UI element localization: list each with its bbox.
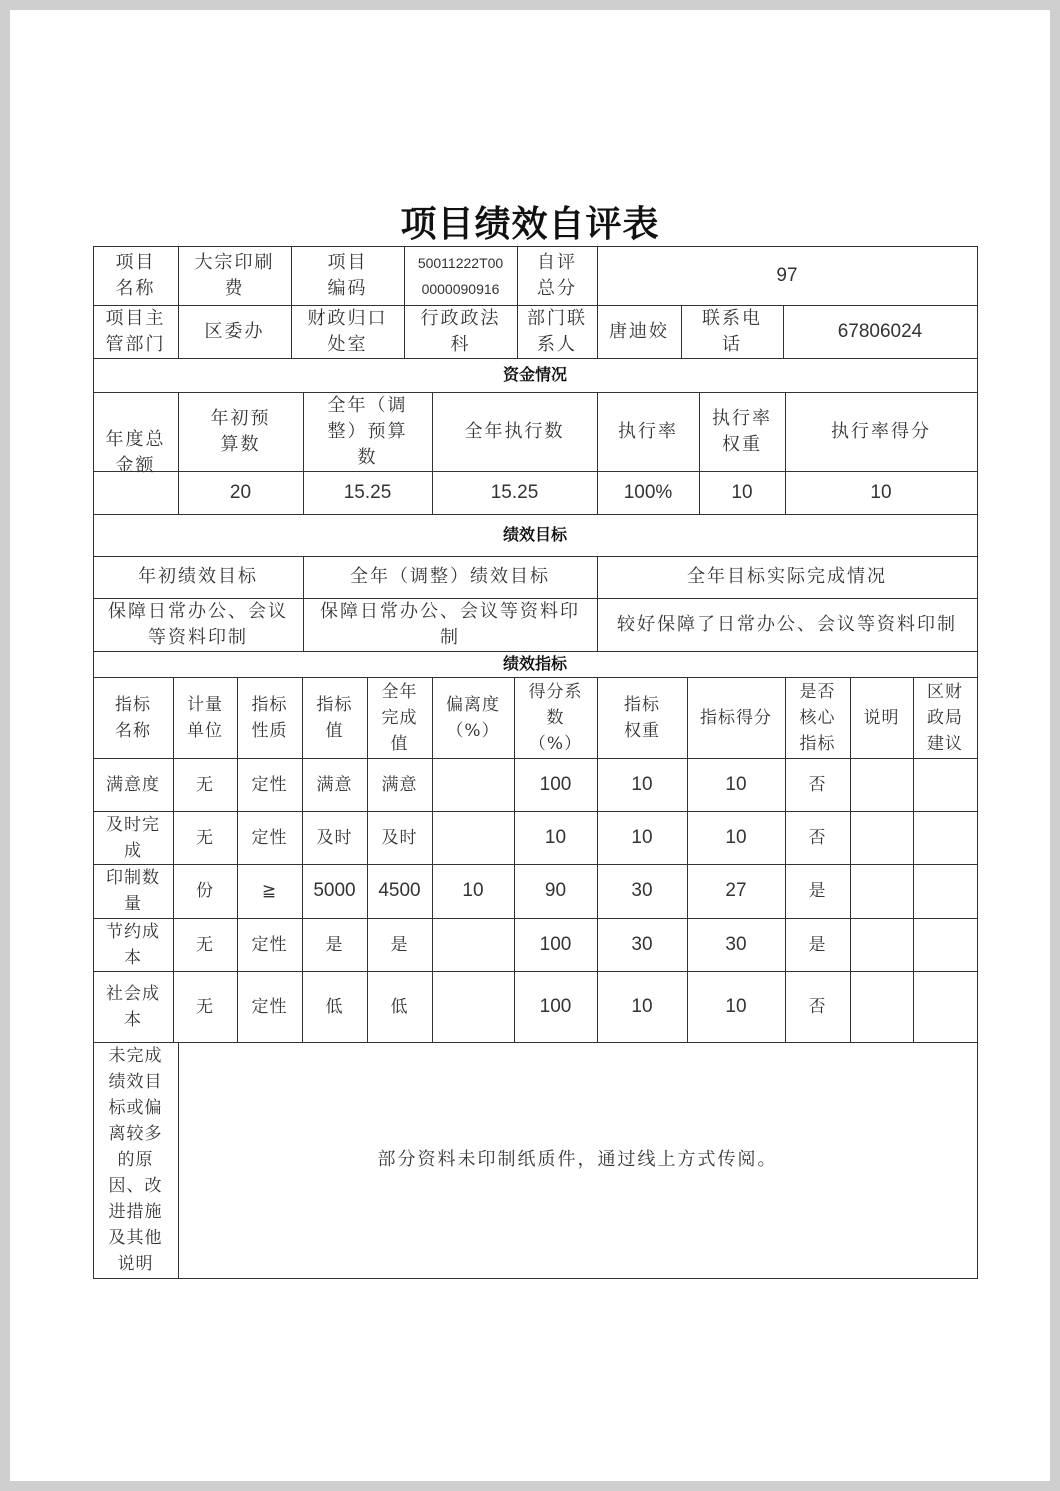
goals-section-title: 绩效目标 — [502, 525, 567, 544]
funds-header-3 — [597, 392, 699, 471]
table-rule — [977, 246, 978, 1279]
indicator-row-0-col-3: 满意 — [316, 774, 353, 795]
indicator-row-2-col-9: 是 — [808, 881, 827, 901]
goals-value-1-text: 保障日常办公、会议等资料印制 — [320, 600, 580, 648]
indicator-row-0-col-0-text: 满意度 — [106, 774, 160, 795]
indicator-row-3-col-0 — [93, 918, 173, 971]
indicator-header-5-text: 偏离度（%） — [446, 694, 500, 741]
indicator-row-3-col-7: 30 — [631, 933, 653, 955]
indicator-row-1-col-8: 10 — [725, 826, 747, 848]
indicator-row-3-col-9: 是 — [808, 934, 827, 955]
indicator-row-0-col-11 — [913, 758, 977, 811]
indicator-row-2-col-3: 5000 — [313, 880, 356, 901]
phone-label — [681, 305, 783, 358]
indicator-header-9 — [785, 677, 850, 758]
indicator-row-0-col-9: 否 — [808, 774, 827, 795]
indicator-header-2-text: 指标性质 — [251, 694, 288, 741]
indicator-header-10-text: 说明 — [863, 707, 900, 728]
indicator-row-4-col-0-text: 社会成本 — [106, 983, 160, 1030]
indicator-row-0-col-7: 10 — [631, 773, 653, 795]
indicator-header-6-text: 得分系数（%） — [528, 681, 583, 754]
indicator-header-0 — [93, 677, 173, 758]
phone-value: 67806024 — [837, 320, 923, 342]
dept-label-text: 项目主管部门 — [105, 307, 166, 355]
annual-total-label-text: 年度总金额 — [105, 429, 166, 476]
indicator-row-2-col-2: ≧ — [261, 881, 278, 901]
indicator-row-1-col-11 — [913, 811, 977, 864]
indicator-row-2-col-11 — [913, 864, 977, 918]
indicator-row-2-col-6: 90 — [544, 880, 567, 901]
indicator-row-3-col-3: 是 — [325, 934, 344, 955]
indicator-row-0-col-6: 100 — [539, 773, 572, 795]
indicator-row-2-col-0-text: 印制数量 — [106, 868, 160, 914]
funds-value-3: 100% — [623, 481, 673, 503]
indicator-row-0-col-8: 10 — [725, 773, 747, 795]
indicator-header-11-text: 区财政局建议 — [927, 681, 963, 754]
contact-value: 唐迪姣 — [609, 320, 669, 342]
indicator-row-2-col-1: 份 — [196, 881, 214, 901]
goals-value-0-text: 保障日常办公、会议等资料印制 — [108, 600, 288, 648]
indicator-row-4-col-4: 低 — [390, 996, 409, 1017]
funds-header-1-text: 全年（调整）预算数 — [327, 394, 408, 468]
goals-value-2-text: 较好保障了日常办公、会议等资料印制 — [617, 613, 957, 635]
indicator-header-2 — [237, 677, 302, 758]
phone-label-text: 联系电话 — [702, 307, 762, 355]
indicator-row-2-col-4: 4500 — [378, 880, 421, 901]
indicator-header-0-text: 指标名称 — [115, 694, 151, 741]
indicator-row-3-col-4: 是 — [390, 934, 409, 955]
project-code-value — [404, 246, 517, 305]
indicator-row-4-col-0 — [93, 971, 173, 1042]
project-name-label — [93, 246, 178, 305]
indicator-row-2-col-8: 27 — [725, 880, 747, 901]
indicator-header-1 — [173, 677, 237, 758]
self-score-label-text: 自评总分 — [537, 251, 577, 299]
indicator-row-2-col-7: 30 — [631, 880, 653, 901]
goals-header-0: 年初绩效目标 — [138, 566, 258, 587]
self-score-value: 97 — [776, 264, 798, 286]
indicator-row-3-col-8: 30 — [725, 933, 747, 955]
indicator-row-4-col-7: 10 — [631, 995, 653, 1017]
dept-label — [93, 305, 178, 358]
indicator-row-3-col-0-text: 节约成本 — [106, 921, 160, 968]
self-score-label — [517, 246, 597, 305]
indicators-section-title: 绩效指标 — [502, 654, 567, 673]
remarks-label-text: 未完成绩效目标或偏离较多的原因、改进措施及其他说明 — [108, 1046, 163, 1274]
funds-header-0-text: 年初预算数 — [210, 407, 271, 455]
project-code-label-text: 项目编码 — [327, 251, 368, 299]
project-name-value-text: 大宗印刷费 — [194, 251, 275, 299]
page-title: 项目绩效自评表 — [400, 203, 660, 245]
indicator-row-3-col-10 — [850, 918, 913, 971]
indicator-header-8-text: 指标得分 — [700, 707, 772, 728]
indicator-row-4-col-6: 100 — [539, 995, 572, 1017]
indicator-header-5 — [432, 677, 514, 758]
funds-section-title: 资金情况 — [502, 365, 567, 384]
dept-value: 区委办 — [204, 320, 265, 342]
contact-label — [517, 305, 597, 358]
funds-header-1 — [303, 392, 432, 471]
indicator-row-3-col-2: 定性 — [251, 934, 288, 955]
project-name-label-text: 项目名称 — [115, 251, 156, 299]
indicator-row-0-col-5 — [432, 758, 514, 811]
indicator-header-6 — [514, 677, 597, 758]
indicator-row-1-col-9: 否 — [808, 827, 827, 848]
annual-total-label — [93, 392, 178, 514]
project-code-value-text: 50011222T000000090916 — [417, 254, 504, 297]
indicator-row-3-col-11 — [913, 918, 977, 971]
indicator-row-2-col-5: 10 — [462, 880, 484, 901]
funds-value-1: 15.25 — [343, 481, 392, 503]
goals-value-2 — [597, 598, 977, 651]
indicator-row-3-col-1: 无 — [196, 934, 214, 955]
indicator-header-10 — [850, 677, 913, 758]
goals-value-1 — [303, 598, 597, 651]
indicator-row-4-col-2: 定性 — [251, 996, 288, 1017]
finance-office-label-text: 财政归口处室 — [307, 307, 388, 355]
funds-header-2 — [432, 392, 597, 471]
funds-header-5-text: 执行率得分 — [831, 420, 931, 442]
indicator-header-8 — [687, 677, 785, 758]
indicator-row-1-col-10 — [850, 811, 913, 864]
goals-header-2: 全年目标实际完成情况 — [687, 566, 887, 587]
funds-value-0: 20 — [229, 481, 252, 503]
indicator-header-4-text: 全年完成值 — [381, 681, 418, 754]
indicator-row-0-col-4: 满意 — [381, 774, 418, 795]
funds-value-2: 15.25 — [490, 481, 539, 503]
project-name-value — [178, 246, 291, 305]
indicator-row-4-col-11 — [913, 971, 977, 1042]
finance-office-value-text: 行政政法科 — [420, 307, 501, 355]
project-code-label — [291, 246, 404, 305]
finance-office-value — [404, 305, 517, 358]
indicator-header-1-text: 计量单位 — [187, 694, 223, 741]
funds-header-2-text: 全年执行数 — [464, 420, 565, 442]
indicator-row-0-col-10 — [850, 758, 913, 811]
funds-header-5 — [785, 392, 977, 471]
indicator-row-4-col-5 — [432, 971, 514, 1042]
indicator-header-3-text: 指标值 — [316, 694, 353, 741]
indicator-header-4 — [367, 677, 432, 758]
indicator-header-7-text: 指标权重 — [624, 694, 660, 741]
funds-header-4-text: 执行率权重 — [712, 407, 772, 455]
table-rule — [93, 1278, 978, 1279]
indicator-row-1-col-5 — [432, 811, 514, 864]
indicator-row-0-col-0 — [93, 758, 173, 811]
remarks-text: 部分资料未印制纸质件，通过线上方式传阅。 — [377, 1149, 778, 1170]
indicator-row-4-col-1: 无 — [196, 996, 214, 1017]
funds-header-4 — [699, 392, 785, 471]
indicator-row-4-col-9: 否 — [808, 996, 827, 1017]
finance-office-label — [291, 305, 404, 358]
indicator-row-4-col-8: 10 — [725, 995, 747, 1017]
indicator-row-1-col-7: 10 — [631, 826, 653, 848]
indicator-header-11 — [913, 677, 977, 758]
indicator-row-3-col-6: 100 — [539, 933, 572, 955]
funds-header-0 — [178, 392, 303, 471]
indicator-row-1-col-1: 无 — [196, 827, 214, 848]
indicator-row-2-col-10 — [850, 864, 913, 918]
indicator-row-4-col-3: 低 — [325, 996, 344, 1017]
remarks-label — [93, 1042, 178, 1278]
funds-value-5: 10 — [870, 481, 892, 503]
indicator-header-7 — [597, 677, 687, 758]
indicator-row-1-col-0-text: 及时完成 — [106, 814, 160, 861]
goals-value-0 — [93, 598, 303, 651]
indicator-row-1-col-3: 及时 — [316, 827, 353, 848]
indicator-row-2-col-0 — [93, 864, 173, 918]
funds-value-4: 10 — [731, 481, 753, 503]
indicator-row-1-col-2: 定性 — [251, 827, 288, 848]
indicator-row-0-col-1: 无 — [196, 774, 214, 795]
indicator-row-3-col-5 — [432, 918, 514, 971]
indicator-header-9-text: 是否核心指标 — [799, 681, 836, 754]
indicator-row-1-col-4: 及时 — [381, 827, 418, 848]
indicator-row-1-col-0 — [93, 811, 173, 864]
indicator-row-0-col-2: 定性 — [251, 774, 288, 795]
indicator-header-3 — [302, 677, 367, 758]
contact-label-text: 部门联系人 — [527, 307, 587, 355]
indicator-row-1-col-6: 10 — [544, 826, 567, 848]
funds-header-3-text: 执行率 — [618, 420, 678, 442]
indicator-row-4-col-10 — [850, 971, 913, 1042]
goals-header-1: 全年（调整）绩效目标 — [350, 566, 550, 587]
